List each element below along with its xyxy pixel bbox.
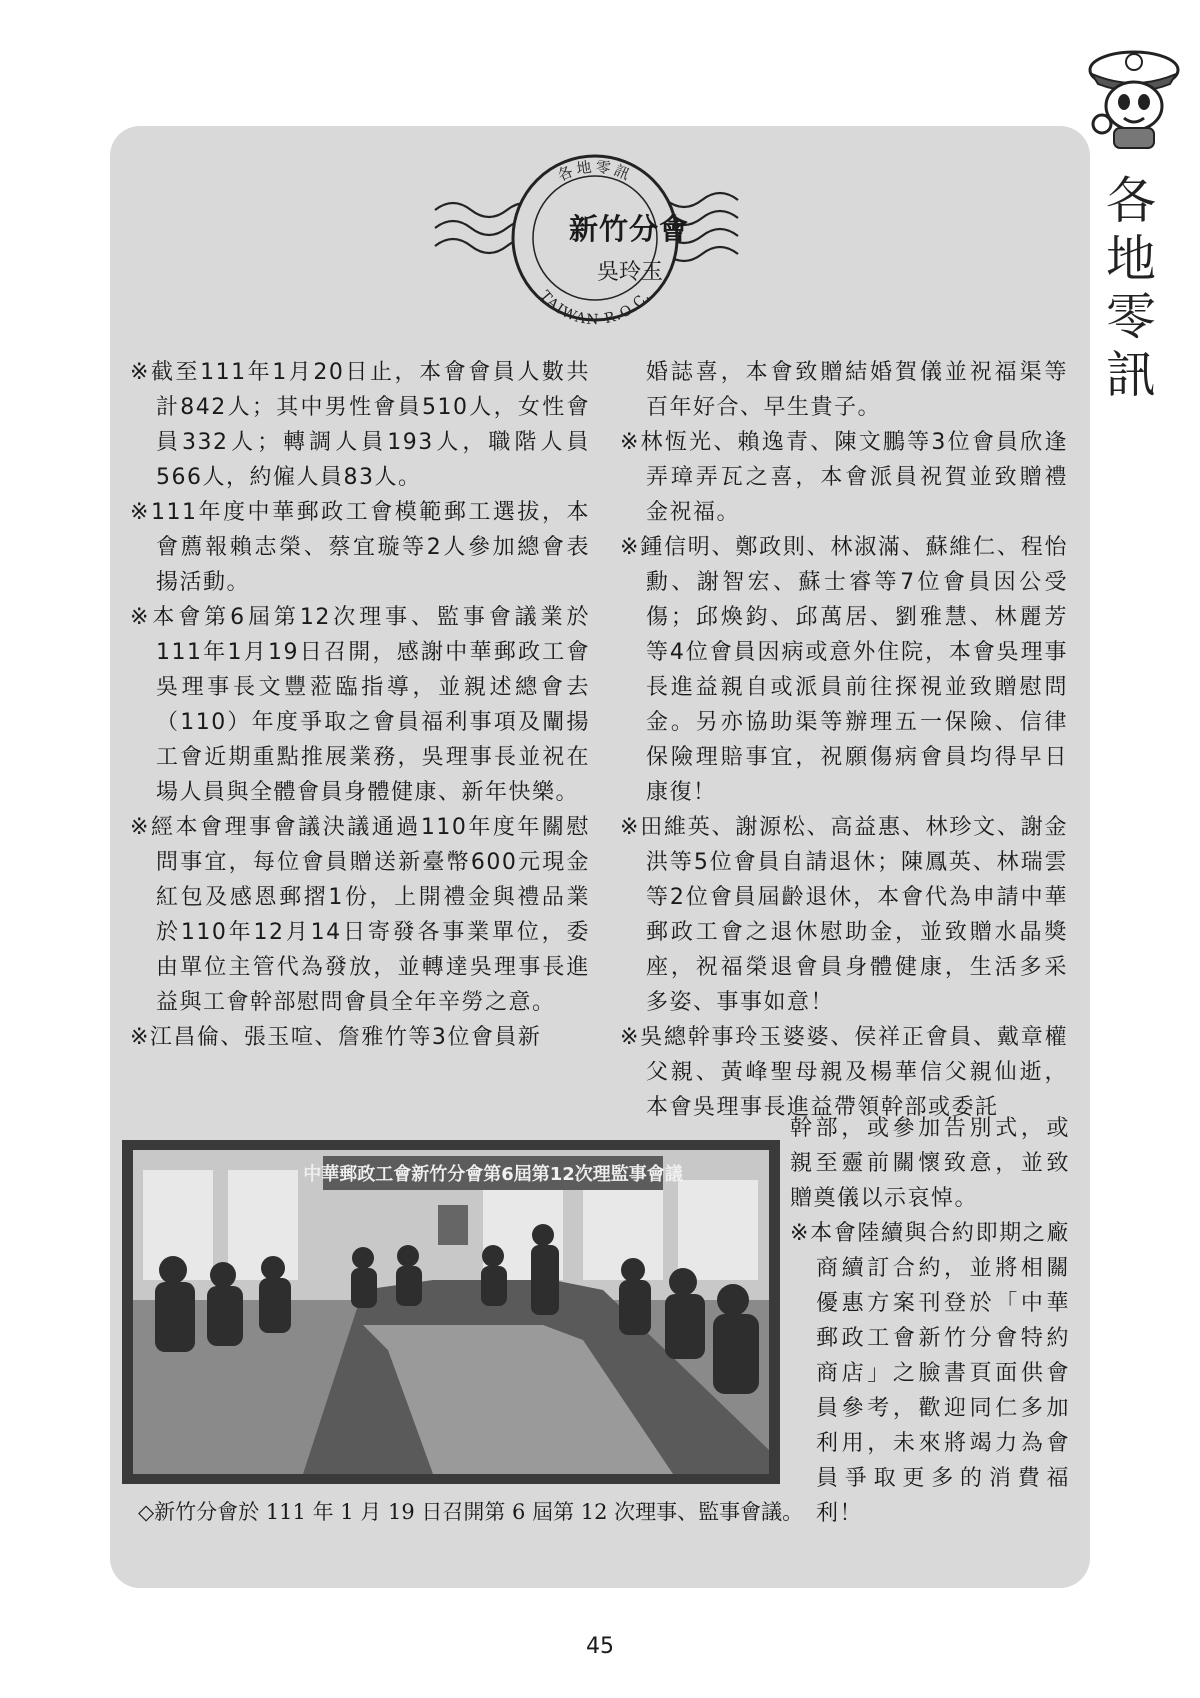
photo-banner-text: 中華郵政工會新竹分會第6屆第12次理監事會議 xyxy=(303,1164,683,1185)
stamp-footer-text: TAIWAN R.O.C. xyxy=(536,287,654,329)
photo-caption: ◇新竹分會於 111 年 1 月 19 日召開第 6 屆第 12 次理事、監事會議。 xyxy=(138,1500,804,1524)
bottom-right-column xyxy=(790,1111,1070,1531)
news-item: ※本會陸續與合約即期之廠商續訂合約，並將相關優惠方案刊登於「中華郵政工會新竹分會特約商店」之臉書頁面供會員參考，歡迎同仁多加利用，未來將竭力為會員爭取更多的消費福利！ xyxy=(790,1221,1070,1526)
news-item: ※截至111年1月20日止，本會會員人數共計842人；其中男性會員510人，女性會員332人；轉調人員193人，職階人員566人，約僱人員83人。 xyxy=(130,360,590,490)
stamp-header-text: 各地零訊 xyxy=(554,157,636,185)
left-column xyxy=(130,355,590,1055)
mascot-illustration xyxy=(1078,40,1190,152)
news-item: ※林恆光、賴逸青、陳文鵬等3位會員欣逢弄璋弄瓦之喜，本會派員祝賀並致贈禮金祝福。 xyxy=(620,430,1068,525)
news-item: ※111年度中華郵政工會模範郵工選拔，本會薦報賴志榮、蔡宜璇等2人參加總會表揚活動。 xyxy=(130,500,590,595)
news-item: ※鍾信明、鄭政則、林淑滿、蘇維仁、程怡勳、謝智宏、蘇士睿等7位會員因公受傷；邱煥鈞、邱萬居、劉雅慧、林麗芳等4位會員因病或意外住院，本會吳理事長進益親自或派員前往探視並致贈慰問金。另亦協助渠等辦理五一保險、信律保險理賠事宜，祝願傷病會員均得早日康復！ xyxy=(620,535,1068,805)
page-number: 45 xyxy=(586,1634,614,1659)
news-item: ※吳總幹事玲玉婆婆、侯祥正會員、戴章權父親、黃峰聖母親及楊華信父親仙逝，本會吳理事長進益帶領幹部或委託 xyxy=(620,1025,1068,1120)
news-item: ※田維英、謝源松、高益惠、林珍文、謝金洪等5位會員自請退休；陳鳳英、林瑞雲等2位會員屆齡退休，本會代為申請中華郵政工會之退休慰助金，並致贈水晶獎座，祝福榮退會員身體健康，生活多采多姿、事事如意！ xyxy=(620,815,1068,1015)
svg-text:TAIWAN R.O.C. xyxy=(536,288,653,328)
right-column xyxy=(620,355,1068,1125)
stamp-ring-text xyxy=(513,156,677,336)
news-item: ※本會第6屆第12次理事、監事會議業於111年1月19日召開，感謝中華郵政工會吳理事長文豐蒞臨指導，並親述總會去（110）年度爭取之會員福利事項及闡揚工會近期重點推展業務，吳理事長並祝在場人員與全體會員身體健康、新年快樂。 xyxy=(130,605,590,805)
news-item-continuation: 幹部，或參加告別式，或親至靈前關懷致意，並致贈奠儀以示哀悼。 xyxy=(790,1116,1070,1211)
news-item: ※江昌倫、張玉喧、詹雅竹等3位會員新 xyxy=(130,1025,542,1050)
news-item: ※經本會理事會議決議通過110年度年關慰問事宜，每位會員贈送新臺幣600元現金紅包及感恩郵摺1份，上開禮金與禮品業於110年12月14日寄發各事業單位，委由單位主管代為發放，並轉達吳理事長進益與工會幹部慰問會員全年辛勞之意。 xyxy=(130,815,590,1015)
stamp-author: 吳玲玉 xyxy=(596,260,663,285)
news-item-continuation: 婚誌喜，本會致贈結婚賀儀並祝福渠等百年好合、早生貴子。 xyxy=(646,360,1068,420)
section-title: 各地零訊 xyxy=(1106,172,1156,404)
meeting-photo xyxy=(133,1150,769,1474)
stamp-branch-name: 新竹分會 xyxy=(568,212,689,246)
svg-text:各地零訊 xyxy=(555,158,635,185)
